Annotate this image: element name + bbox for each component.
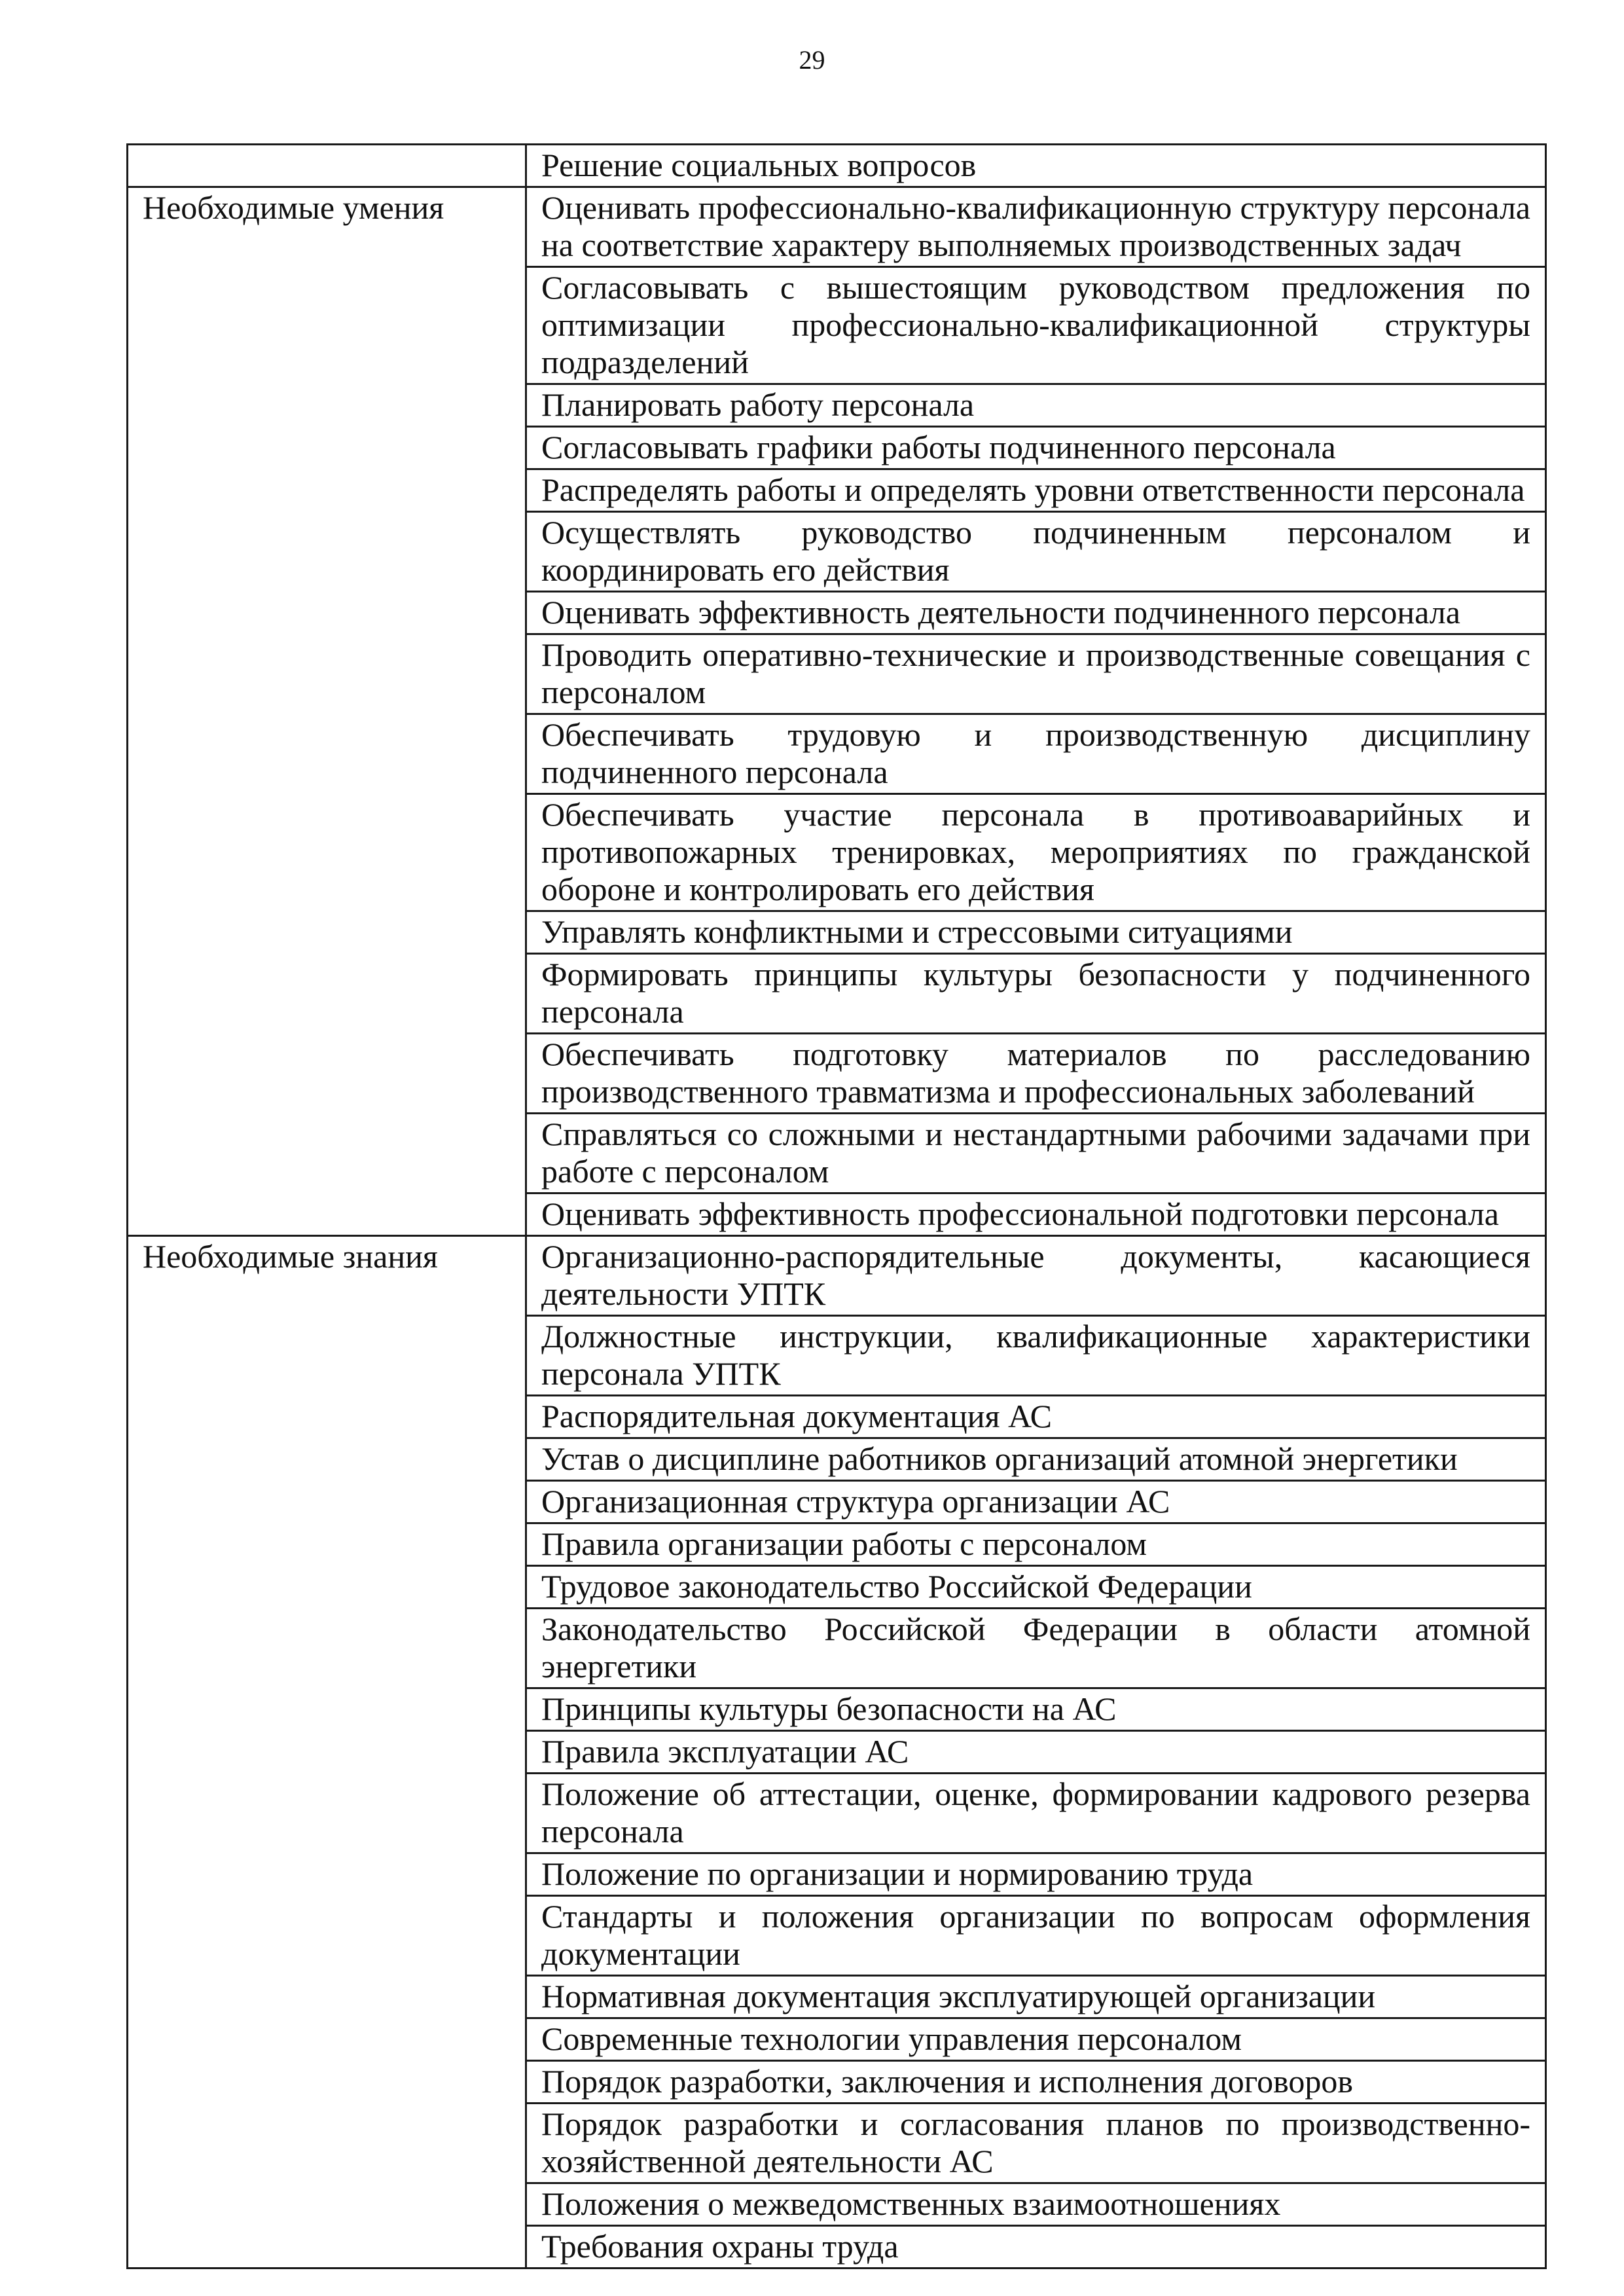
table-cell: Устав о дисциплине работников организаций атомной энергетики — [526, 1438, 1546, 1481]
table-cell: Положение об аттестации, оценке, формировании кадрового резерва персонала — [526, 1774, 1546, 1853]
table-row — [128, 1236, 1546, 1316]
table-cell: Положение по организации и нормированию труда — [526, 1853, 1546, 1896]
table-cell: Требования охраны труда — [526, 2226, 1546, 2269]
table-cell: Обеспечивать трудовую и производственную дисциплину подчиненного персонала — [526, 714, 1546, 794]
table-row — [128, 145, 1546, 187]
table-cell: Осуществлять руководство подчиненным персоналом и координировать его действия — [526, 512, 1546, 592]
table-cell: Организационно-распорядительные документы, касающиеся деятельности УПТК — [526, 1236, 1546, 1316]
table-cell: Обеспечивать подготовку материалов по расследованию производственного травматизма и профессиональных заболеваний — [526, 1034, 1546, 1114]
table-cell: Правила организации работы с персоналом — [526, 1523, 1546, 1566]
table-cell: Правила эксплуатации АС — [526, 1731, 1546, 1774]
table-cell: Нормативная документация эксплуатирующей организации — [526, 1976, 1546, 2018]
empty-label-cell — [128, 145, 526, 187]
table-cell: Справляться со сложными и нестандартными рабочими задачами при работе с персоналом — [526, 1114, 1546, 1194]
table-cell: Должностные инструкции, квалификационные характеристики персонала УПТК — [526, 1316, 1546, 1396]
table-cell: Оценивать эффективность профессиональной подготовки персонала — [526, 1194, 1546, 1236]
table-cell: Формировать принципы культуры безопасности у подчиненного персонала — [526, 954, 1546, 1034]
table-cell: Решение социальных вопросов — [526, 145, 1546, 187]
table-cell: Распорядительная документация АС — [526, 1396, 1546, 1438]
competency-table — [126, 143, 1547, 2269]
table-cell: Распределять работы и определять уровни ответственности персонала — [526, 469, 1546, 512]
table-row — [128, 187, 1546, 267]
table-cell: Порядок разработки и согласования планов по производственно-хозяйственной деятельности АС — [526, 2104, 1546, 2183]
table-cell: Оценивать профессионально-квалификационную структуру персонала на соответствие характеру выполняемых производственных задач — [526, 187, 1546, 267]
table-cell: Современные технологии управления персоналом — [526, 2018, 1546, 2061]
table-cell: Законодательство Российской Федерации в области атомной энергетики — [526, 1609, 1546, 1688]
section-label-skills: Необходимые умения — [128, 187, 526, 1236]
table-cell: Положения о межведомственных взаимоотношениях — [526, 2183, 1546, 2226]
table-cell: Планировать работу персонала — [526, 384, 1546, 427]
table-cell: Стандарты и положения организации по вопросам оформления документации — [526, 1896, 1546, 1976]
table-cell: Принципы культуры безопасности на АС — [526, 1688, 1546, 1731]
table-cell: Организационная структура организации АС — [526, 1481, 1546, 1523]
table-cell: Проводить оперативно-технические и производственные совещания с персоналом — [526, 634, 1546, 714]
competency-table-body — [128, 145, 1546, 2269]
page-number: 29 — [799, 45, 825, 75]
table-cell: Управлять конфликтными и стрессовыми ситуациями — [526, 911, 1546, 954]
table-cell: Обеспечивать участие персонала в противоаварийных и противопожарных тренировках, мероприятиях по гражданской обороне и контролировать его действия — [526, 794, 1546, 911]
table-cell: Трудовое законодательство Российской Федерации — [526, 1566, 1546, 1609]
table-cell: Согласовывать с вышестоящим руководством предложения по оптимизации профессионально-квалификационной структуры подразделений — [526, 267, 1546, 384]
table-cell: Оценивать эффективность деятельности подчиненного персонала — [526, 592, 1546, 634]
table-cell: Согласовывать графики работы подчиненного персонала — [526, 427, 1546, 469]
section-label-knowledge: Необходимые знания — [128, 1236, 526, 2269]
table-cell: Порядок разработки, заключения и исполнения договоров — [526, 2061, 1546, 2104]
